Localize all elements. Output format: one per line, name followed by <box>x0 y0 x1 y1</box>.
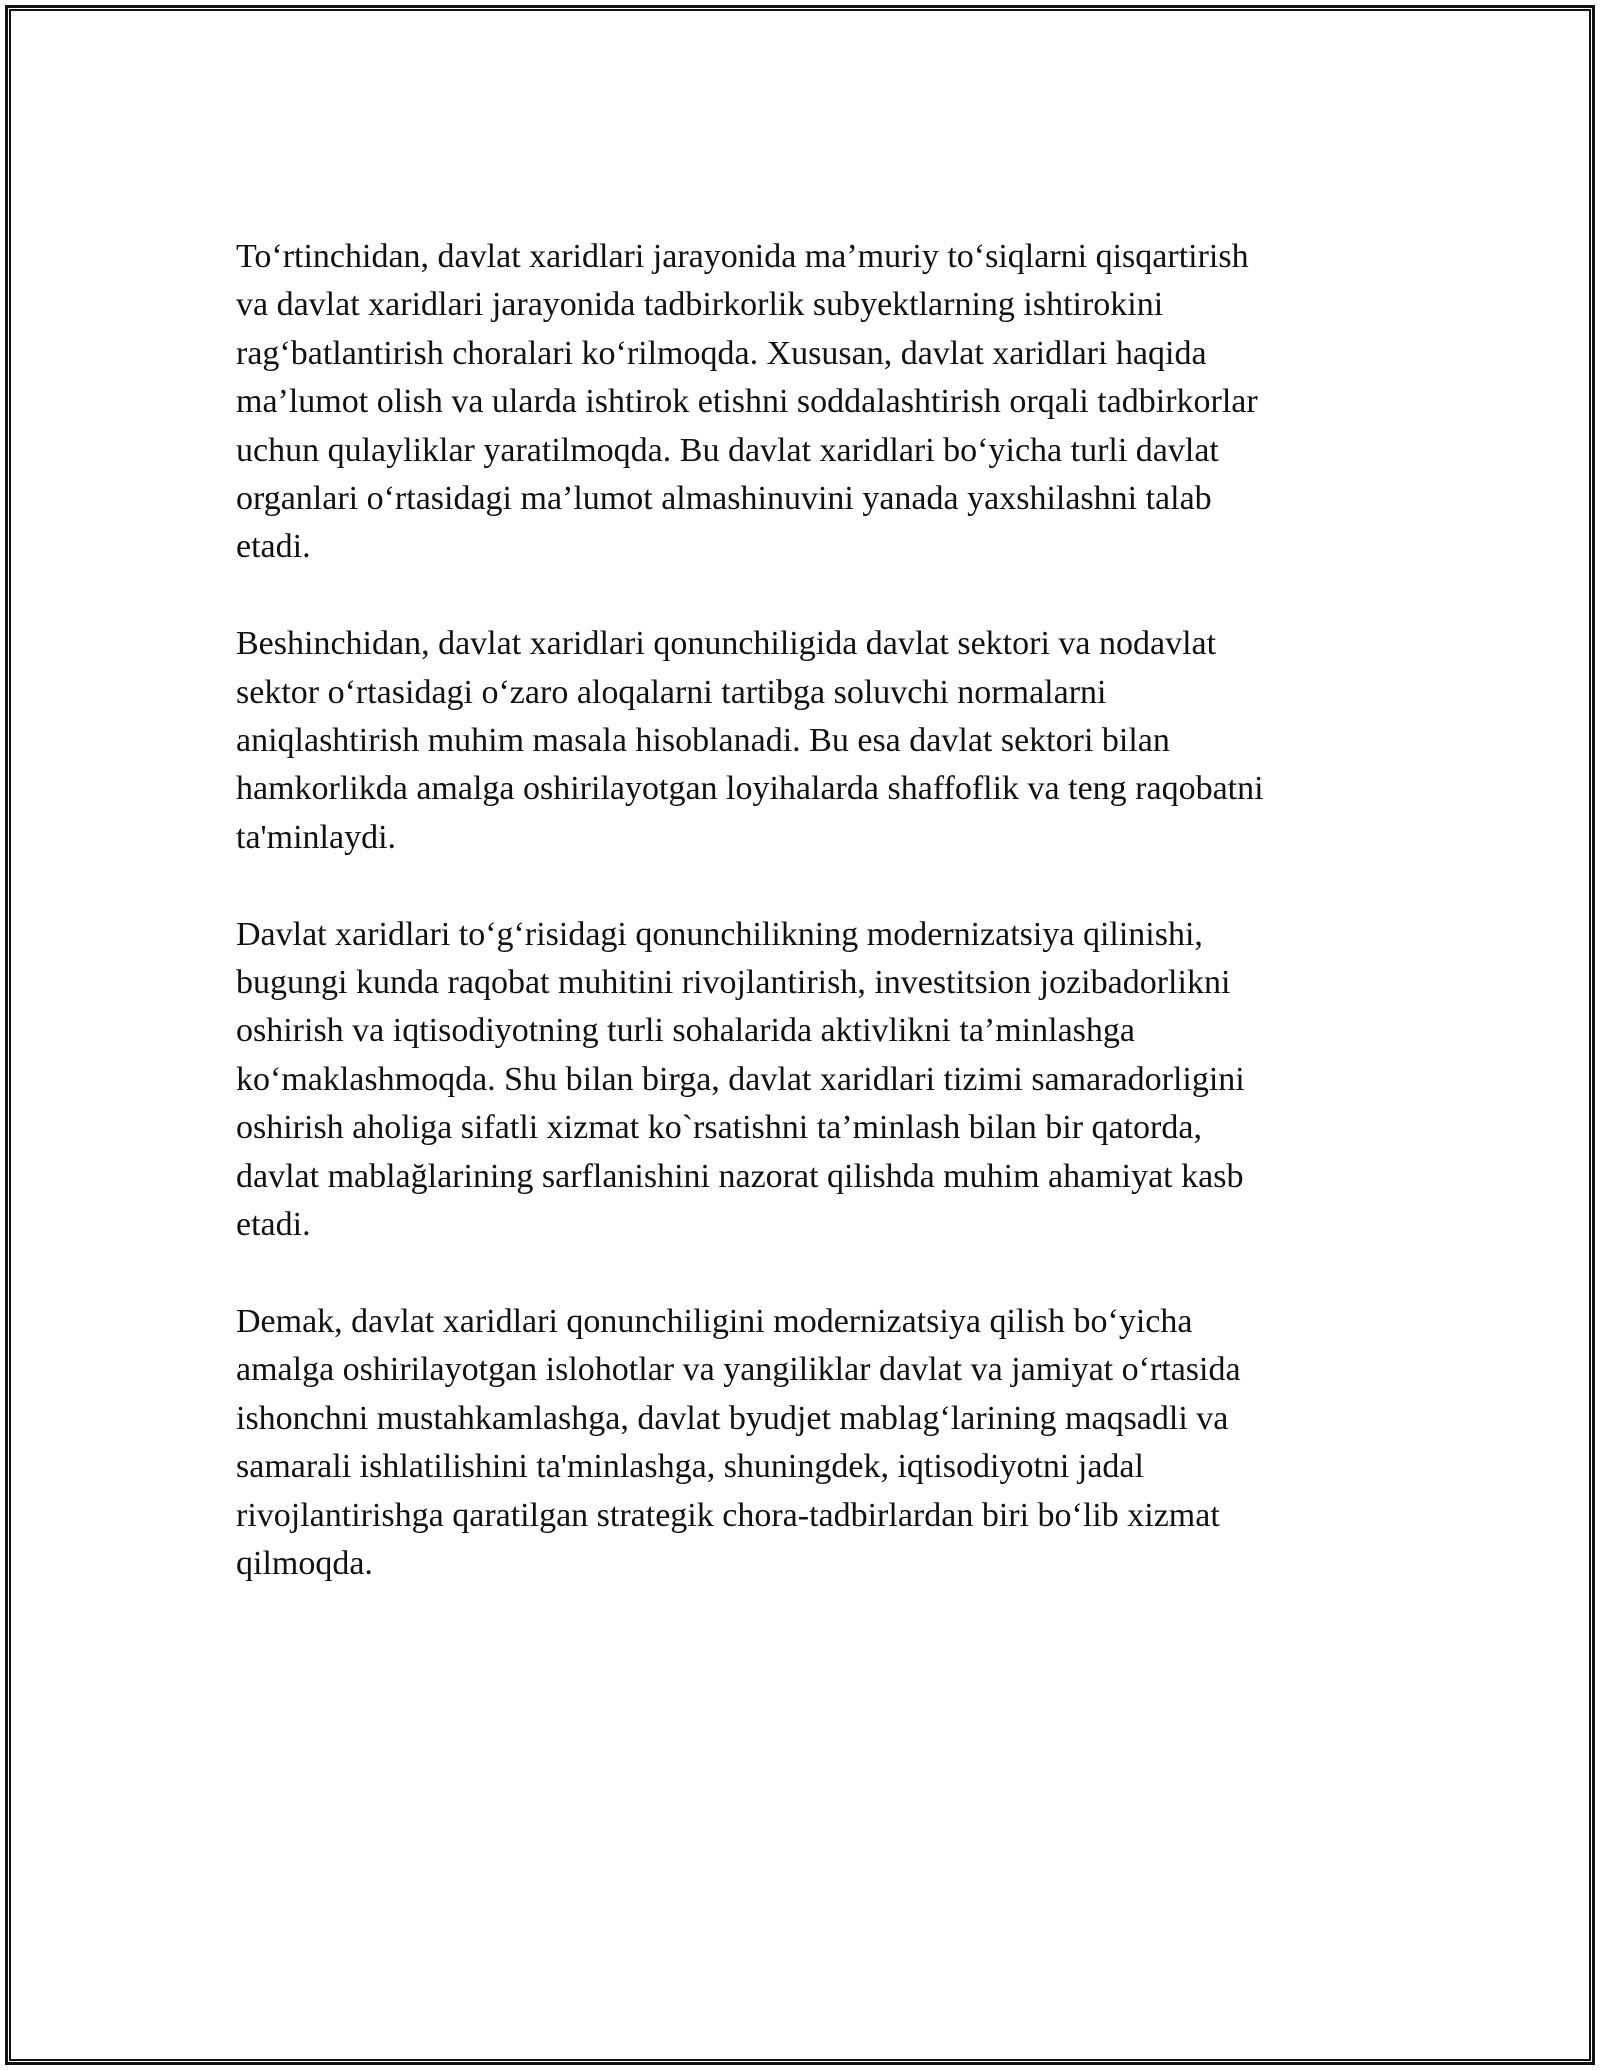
paragraph-4: Demak, davlat xaridlari qonunchiligini modernizatsiya qilish bo‘yicha amalga oshirilayotgan islohotlar va yangiliklar davlat va jamiyat o‘rtasida ishonchni mustahkamlashga, davlat byudjet mablag‘larining maqsadli va samarali ishlatilishini ta'minlashga, shuningdek, iqtisodiyotni jadal rivojlantirishga qaratilgan strategik chora-tadbirlardan biri bo‘lib xizmat qilmoqda. <box>236 1302 1241 1582</box>
paragraph-1: To‘rtinchidan, davlat xaridlari jarayonida ma’muriy to‘siqlarni qisqartirish va davlat xaridlari jarayonida tadbirkorlik subyektlarning ishtirokini rag‘batlantirish choralari ko‘rilmoqda. Xususan, davlat xaridlari haqida ma’lumot olish va ularda ishtirok etishni soddalashtirish orqali tadbirkorlar uchun qulayliklar yaratilmoqda. Bu davlat xaridlari bo‘yicha turli davlat organlari o‘rtasidagi ma’lumot almashinuvini yanada yaxshilashni talab etadi. <box>236 238 1258 566</box>
document-body <box>236 233 1364 1637</box>
paragraph-3: Davlat xaridlari to‘g‘risidagi qonunchilikning modernizatsiya qilinishi, bugungi kunda raqobat muhitini rivojlantirish, investitsion jozibadorlikni oshirish va iqtisodiyotning turli sohalarida aktivlikni ta’minlashga ko‘maklashmoqda. Shu bilan birga, davlat xaridlari tizimi samaradorligini oshirish aholiga sifatli xizmat ko`rsatishni ta’minlash bilan bir qatorda, davlat mablağlarining sarflanishini nazorat qilishda muhim ahamiyat kasb etadi. <box>236 915 1245 1244</box>
paragraph-2: Beshinchidan, davlat xaridlari qonunchiligida davlat sektori va nodavlat sektor o‘rtasidagi o‘zaro aloqalarni tartibga soluvchi normalarni aniqlashtirish muhim masala hisoblanadi. Bu esa davlat sektori bilan hamkorlikda amalga oshirilayotgan loyihalarda shaffoflik va teng raqobatni ta'minlaydi. <box>236 625 1264 856</box>
